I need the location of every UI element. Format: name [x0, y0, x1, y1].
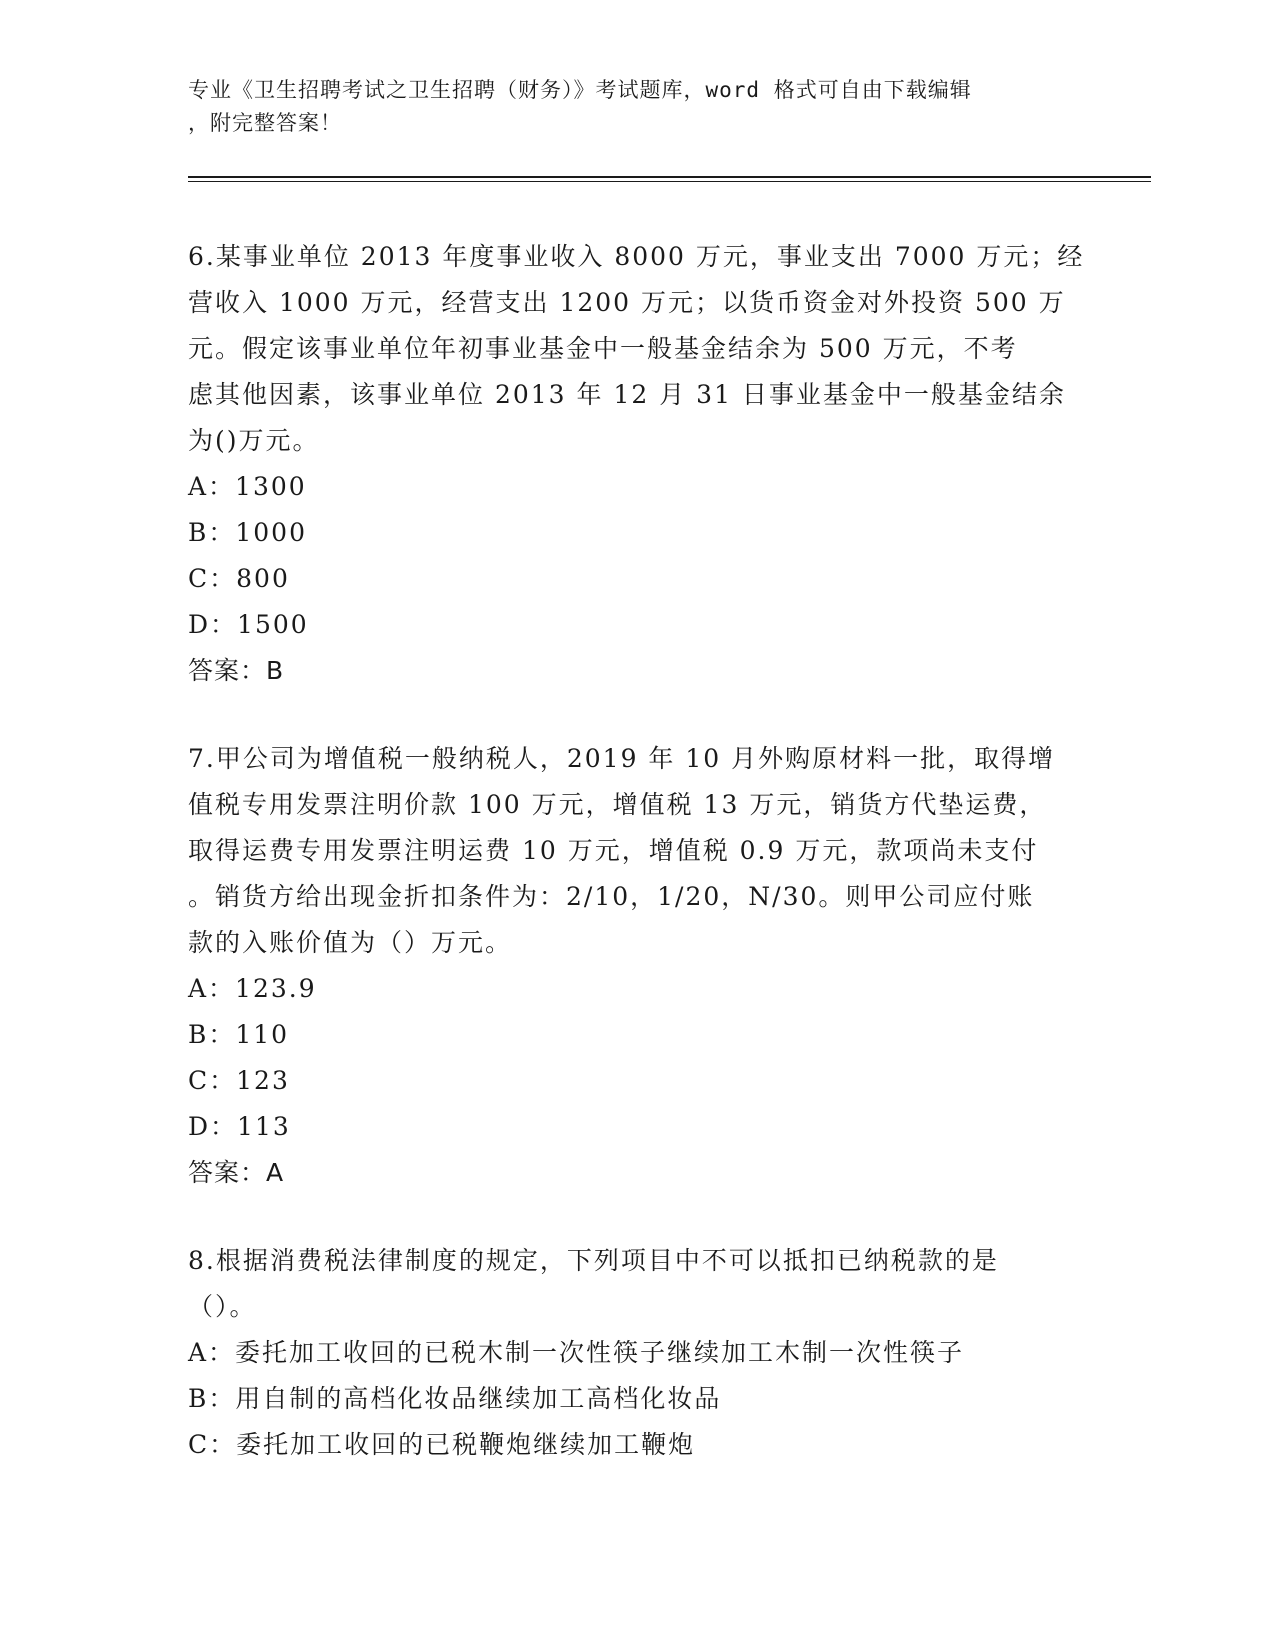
header-divider-thick — [188, 176, 1151, 178]
answer-line: 答案：B — [188, 656, 285, 685]
question-stem-line: 。销货方给出现金折扣条件为：2/10，1/20，N/30。则甲公司应付账 — [188, 882, 1035, 911]
question-stem-line: 款的入账价值为（）万元。 — [188, 928, 513, 957]
option-a: A：委托加工收回的已税木制一次性筷子继续加工木制一次性筷子 — [188, 1338, 965, 1367]
header-divider-thin — [188, 181, 1151, 182]
header-line-2: ，附完整答案！ — [188, 111, 342, 135]
option-a: A：1300 — [188, 472, 307, 501]
option-b: B：用自制的高档化妆品继续加工高档化妆品 — [188, 1384, 722, 1413]
option-b: B：110 — [188, 1020, 290, 1049]
option-d: D：1500 — [188, 610, 309, 639]
option-b: B：1000 — [188, 518, 307, 547]
question-list — [188, 234, 1088, 1468]
question-stem-line: 虑其他因素，该事业单位 2013 年 12 月 31 日事业基金中一般基金结余 — [188, 380, 1066, 409]
question-spacer — [188, 1196, 1088, 1238]
question-stem-line: 8.根据消费税法律制度的规定，下列项目中不可以抵扣已纳税款的是 — [188, 1246, 999, 1275]
option-c: C：委托加工收回的已税鞭炮继续加工鞭炮 — [188, 1430, 696, 1459]
question-6 — [188, 234, 1088, 694]
question-stem-line: 取得运费专用发票注明运费 10 万元，增值税 0.9 万元，款项尚未支付 — [188, 836, 1039, 865]
option-d: D：113 — [188, 1112, 291, 1141]
question-stem-line: 元。假定该事业单位年初事业基金中一般基金结余为 500 万元，不考 — [188, 334, 1018, 363]
question-stem-line: 营收入 1000 万元，经营支出 1200 万元；以货币资金对外投资 500 万 — [188, 288, 1066, 317]
question-8 — [188, 1238, 1088, 1468]
header-line-1: 专业《卫生招聘考试之卫生招聘（财务）》考试题库，word 格式可自由下载编辑 — [188, 78, 972, 102]
question-stem-line: 7.甲公司为增值税一般纳税人，2019 年 10 月外购原材料一批，取得增 — [188, 744, 1056, 773]
question-7 — [188, 736, 1088, 1196]
question-stem-line: 值税专用发票注明价款 100 万元，增值税 13 万元，销货方代垫运费， — [188, 790, 1047, 819]
question-stem-line: （）。 — [188, 1292, 257, 1321]
document-header — [188, 74, 1088, 140]
question-stem-line: 6.某事业单位 2013 年度事业收入 8000 万元，事业支出 7000 万元；经 — [188, 242, 1085, 271]
question-stem-line: 为()万元。 — [188, 426, 320, 455]
option-c: C：123 — [188, 1066, 290, 1095]
answer-line: 答案：A — [188, 1158, 285, 1187]
option-c: C：800 — [188, 564, 290, 593]
question-spacer — [188, 694, 1088, 736]
option-a: A：123.9 — [188, 974, 317, 1003]
